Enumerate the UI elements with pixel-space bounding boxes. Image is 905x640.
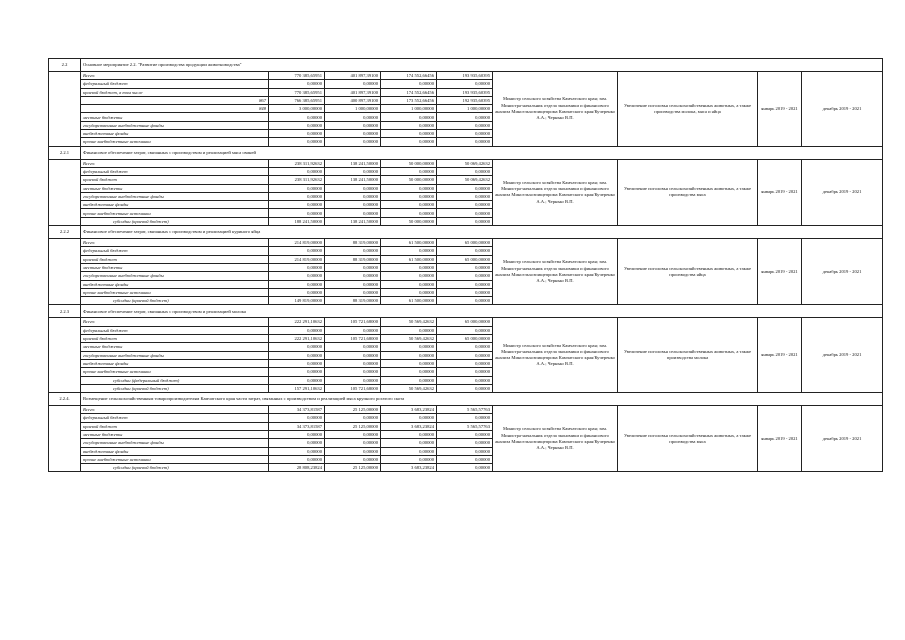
amount-cell: 61 500,00000 (381, 239, 437, 247)
amount-cell: 3 000,00000 (269, 105, 325, 113)
table-row (49, 159, 883, 167)
funding-source-label: местные бюджеты (81, 430, 269, 438)
amount-cell: 0,00000 (269, 192, 325, 200)
amount-cell: 0,00000 (325, 272, 381, 280)
amount-cell: 0,00000 (325, 430, 381, 438)
amount-cell: 0,00000 (269, 326, 325, 334)
funding-source-label: прочие внебюджетные источники (81, 288, 269, 296)
amount-cell: 65 000,00000 (437, 335, 493, 343)
amount-cell: 0,00000 (269, 439, 325, 447)
amount-cell: 0,00000 (325, 184, 381, 192)
executor-cell: Министр сельского хозяйства Камчатского края; зам. Министра-начальник отдела экономики и финансового анализа Минсельхозпищепрома Камчатского края/Кучеренко А.А.; Чернько В.П. (493, 406, 618, 472)
amount-cell: 0,00000 (269, 201, 325, 209)
amount-cell: 0,00000 (437, 414, 493, 422)
funding-source-label: 848 (81, 105, 269, 113)
section-code: 2.2 (49, 59, 81, 72)
amount-cell: 0,00000 (381, 167, 437, 175)
amount-cell: 0,00000 (437, 192, 493, 200)
table-row (49, 406, 883, 414)
amount-cell: 149 819,00000 (269, 297, 325, 305)
amount-cell: 0,00000 (269, 263, 325, 271)
funding-source-label: федеральный бюджет (81, 326, 269, 334)
budget-table-body (49, 59, 883, 472)
amount-cell: 174 552,66456 (381, 88, 437, 96)
amount-cell: 88 319,00000 (325, 255, 381, 263)
funding-source-label: внебюджетные фонды (81, 280, 269, 288)
amount-cell: 0,00000 (381, 351, 437, 359)
amount-cell: 0,00000 (437, 247, 493, 255)
amount-cell: 0,00000 (269, 280, 325, 288)
amount-cell: 0,00000 (381, 368, 437, 376)
amount-cell: 0,00000 (325, 359, 381, 367)
amount-cell: 65 000,00000 (437, 255, 493, 263)
amount-cell: 65 000,00000 (437, 239, 493, 247)
amount-cell: 238 311,92632 (269, 176, 325, 184)
amount-cell: 0,00000 (381, 121, 437, 129)
amount-cell: 0,00000 (269, 209, 325, 217)
amount-cell: 1 000,00000 (381, 105, 437, 113)
amount-cell: 0,00000 (269, 414, 325, 422)
amount-cell: 0,00000 (437, 376, 493, 384)
amount-cell: 1 000,00000 (325, 105, 381, 113)
amount-cell: 0,00000 (381, 80, 437, 88)
amount-cell: 0,00000 (325, 209, 381, 217)
amount-cell: 0,00000 (269, 121, 325, 129)
funding-source-label: прочие внебюджетные источники (81, 209, 269, 217)
amount-cell: 0,00000 (325, 414, 381, 422)
expected-result-cell: Увеличение поголовья сельскохозяйственных животных, а также производства молока, мяса и яйца (618, 72, 758, 147)
funding-source-label: федеральный бюджет (81, 414, 269, 422)
amount-cell: 0,00000 (381, 414, 437, 422)
executor-cell: Министр сельского хозяйства Камчатского края; зам. Министра-начальник отдела экономики и финансового анализа Минсельхозпищепрома Камчатского края/Кучеренко А.А.; Чернько В.П. (493, 239, 618, 305)
amount-cell: 0,00000 (269, 288, 325, 296)
amount-cell: 0,00000 (325, 351, 381, 359)
amount-cell: 3 683,23824 (381, 464, 437, 472)
section-title: Финансовое обеспечение затрат, связанных с производством и реализацией мяса свиней (81, 146, 883, 159)
amount-cell: 0,00000 (437, 384, 493, 392)
start-date-cell: январь 2019 - 2021 (758, 72, 802, 147)
index-cell-empty (49, 239, 81, 305)
amount-cell: 0,00000 (381, 430, 437, 438)
funding-source-label: прочие внебюджетные источники (81, 368, 269, 376)
funding-source-label: прочие внебюджетные источники (81, 138, 269, 146)
amount-cell: 193 935,60395 (437, 72, 493, 80)
section-title: Финансовое обеспечение затрат, связанных с производством и реализацией куриного яйца (81, 226, 883, 239)
amount-cell: 0,00000 (325, 447, 381, 455)
section-code: 2.2.2 (49, 226, 81, 239)
funding-source-label: государственные внебюджетные фонды (81, 351, 269, 359)
amount-cell: 0,00000 (269, 359, 325, 367)
amount-cell: 0,00000 (381, 343, 437, 351)
amount-cell: 0,00000 (325, 247, 381, 255)
amount-cell: 0,00000 (437, 217, 493, 225)
amount-cell: 25 125,00000 (325, 422, 381, 430)
end-date-cell: декабрь 2019 - 2021 (802, 72, 883, 147)
amount-cell: 88 319,00000 (325, 239, 381, 247)
amount-cell: 0,00000 (437, 368, 493, 376)
amount-cell: 238 311,92632 (269, 159, 325, 167)
amount-cell: 0,00000 (325, 113, 381, 121)
document-page (48, 58, 882, 472)
amount-cell: 50 000,00000 (381, 159, 437, 167)
amount-cell: 0,00000 (325, 368, 381, 376)
funding-source-label: внебюджетные фонды (81, 201, 269, 209)
amount-cell: 0,00000 (269, 130, 325, 138)
amount-cell: 0,00000 (381, 359, 437, 367)
amount-cell: 50 000,00000 (381, 176, 437, 184)
amount-cell: 222 291,10632 (269, 318, 325, 326)
funding-source-label: Всего: (81, 318, 269, 326)
funding-source-label: субсидии (краевой бюджет) (81, 297, 269, 305)
executor-cell: Министр сельского хозяйства Камчатского края; зам. Министра-начальник отдела экономики и финансового анализа Минсельхозпищепрома Камчатского края/Кучеренко А.А.; Чернько В.П. (493, 159, 618, 225)
amount-cell: 0,00000 (437, 326, 493, 334)
amount-cell: 0,00000 (437, 138, 493, 146)
start-date-cell: январь 2019 - 2021 (758, 406, 802, 472)
amount-cell: 138 241,50000 (325, 217, 381, 225)
amount-cell: 0,00000 (325, 80, 381, 88)
budget-table (48, 58, 883, 472)
section-title: Возмещение сельскохозяйственным товаропроизводителям Камчатского края части затрат, связанных с производством и реализацией мяса крупного рогатого скота (81, 393, 883, 406)
funding-source-label: субсидии (федеральный бюджет) (81, 376, 269, 384)
amount-cell: 65 000,00000 (437, 318, 493, 326)
amount-cell: 0,00000 (381, 184, 437, 192)
amount-cell: 0,00000 (437, 439, 493, 447)
amount-cell: 0,00000 (437, 288, 493, 296)
amount-cell: 50 069,42632 (437, 159, 493, 167)
amount-cell: 3 683,23824 (381, 422, 437, 430)
end-date-cell: декабрь 2019 - 2021 (802, 318, 883, 393)
funding-source-label: прочие внебюджетные источники (81, 455, 269, 463)
amount-cell: 173 552,66456 (381, 96, 437, 104)
index-cell-empty (49, 72, 81, 147)
funding-source-label: краевой бюджет (81, 176, 269, 184)
section-header-row (49, 59, 883, 72)
amount-cell: 0,00000 (269, 138, 325, 146)
amount-cell: 34 373,81587 (269, 406, 325, 414)
amount-cell: 0,00000 (269, 343, 325, 351)
amount-cell: 0,00000 (325, 192, 381, 200)
amount-cell: 174 552,66456 (381, 72, 437, 80)
table-row (49, 72, 883, 80)
amount-cell: 0,00000 (325, 121, 381, 129)
amount-cell: 401 897,39100 (325, 88, 381, 96)
amount-cell: 214 819,00000 (269, 239, 325, 247)
amount-cell: 0,00000 (437, 113, 493, 121)
amount-cell: 88 319,00000 (325, 297, 381, 305)
funding-source-label: внебюджетные фонды (81, 447, 269, 455)
amount-cell: 214 819,00000 (269, 255, 325, 263)
amount-cell: 222 291,10632 (269, 335, 325, 343)
table-row (49, 318, 883, 326)
amount-cell: 0,00000 (325, 376, 381, 384)
section-code: 2.2.4. (49, 393, 81, 406)
section-header-row (49, 146, 883, 159)
start-date-cell: январь 2019 - 2021 (758, 239, 802, 305)
amount-cell: 0,00000 (381, 272, 437, 280)
funding-source-label: федеральный бюджет (81, 247, 269, 255)
start-date-cell: январь 2019 - 2021 (758, 159, 802, 225)
funding-source-label: федеральный бюджет (81, 167, 269, 175)
end-date-cell: декабрь 2019 - 2021 (802, 159, 883, 225)
amount-cell: 0,00000 (325, 280, 381, 288)
funding-source-label: государственные внебюджетные фонды (81, 121, 269, 129)
section-title: Финансовое обеспечение затрат, связанных с производством и реализацией молока (81, 305, 883, 318)
index-cell-empty (49, 406, 81, 472)
section-header-row (49, 305, 883, 318)
funding-source-label: краевой бюджет, в том числе (81, 88, 269, 96)
amount-cell: 0,00000 (269, 455, 325, 463)
funding-source-label: местные бюджеты (81, 184, 269, 192)
amount-cell: 0,00000 (437, 201, 493, 209)
amount-cell: 25 125,00000 (325, 464, 381, 472)
amount-cell: 5 565,57763 (437, 422, 493, 430)
amount-cell: 61 500,00000 (381, 297, 437, 305)
funding-source-label: внебюджетные фонды (81, 359, 269, 367)
amount-cell: 0,00000 (325, 167, 381, 175)
amount-cell: 1 000,00000 (437, 105, 493, 113)
amount-cell: 0,00000 (437, 167, 493, 175)
section-header-row (49, 226, 883, 239)
amount-cell: 0,00000 (269, 368, 325, 376)
section-title: Основное мероприятие 2.2. "Развитие производства продукции животноводства" (81, 59, 883, 72)
amount-cell: 193 935,60395 (437, 88, 493, 96)
amount-cell: 0,00000 (381, 201, 437, 209)
amount-cell: 0,00000 (437, 430, 493, 438)
amount-cell: 0,00000 (269, 80, 325, 88)
amount-cell: 0,00000 (437, 130, 493, 138)
amount-cell: 50 569,42632 (381, 318, 437, 326)
amount-cell: 0,00000 (437, 351, 493, 359)
funding-source-label: местные бюджеты (81, 343, 269, 351)
amount-cell: 0,00000 (381, 455, 437, 463)
amount-cell: 105 721,68000 (325, 384, 381, 392)
funding-source-label: Всего: (81, 159, 269, 167)
funding-source-label: Всего: (81, 72, 269, 80)
amount-cell: 0,00000 (381, 447, 437, 455)
amount-cell: 0,00000 (381, 130, 437, 138)
executor-cell: Министр сельского хозяйства Камчатского края; зам. Министра-начальник отдела экономики и финансового анализа Минсельхозпищепрома Камчатского края/Кучеренко А.А.; Чернько В.П. (493, 72, 618, 147)
funding-source-label: 867 (81, 96, 269, 104)
funding-source-label: местные бюджеты (81, 263, 269, 271)
funding-source-label: субсидии (краевой бюджет) (81, 217, 269, 225)
amount-cell: 0,00000 (437, 80, 493, 88)
amount-cell: 28 808,23824 (269, 464, 325, 472)
funding-source-label: Всего: (81, 406, 269, 414)
index-cell-empty (49, 318, 81, 393)
amount-cell: 25 125,00000 (325, 406, 381, 414)
amount-cell: 0,00000 (269, 430, 325, 438)
amount-cell: 0,00000 (437, 343, 493, 351)
amount-cell: 0,00000 (381, 247, 437, 255)
amount-cell: 0,00000 (437, 447, 493, 455)
table-row (49, 239, 883, 247)
amount-cell: 0,00000 (269, 247, 325, 255)
amount-cell: 770 385,65951 (269, 72, 325, 80)
amount-cell: 0,00000 (381, 376, 437, 384)
amount-cell: 770 385,65951 (269, 88, 325, 96)
amount-cell: 0,00000 (325, 201, 381, 209)
funding-source-label: краевой бюджет (81, 255, 269, 263)
amount-cell: 0,00000 (269, 184, 325, 192)
amount-cell: 138 241,50000 (325, 159, 381, 167)
expected-result-cell: Увеличение поголовья сельскохозяйственных животных, а также производства молока (618, 318, 758, 393)
amount-cell: 50 569,42632 (381, 384, 437, 392)
funding-source-label: местные бюджеты (81, 113, 269, 121)
amount-cell: 0,00000 (437, 263, 493, 271)
amount-cell: 0,00000 (325, 130, 381, 138)
amount-cell: 0,00000 (269, 272, 325, 280)
end-date-cell: декабрь 2019 - 2021 (802, 239, 883, 305)
amount-cell: 0,00000 (381, 192, 437, 200)
amount-cell: 0,00000 (437, 184, 493, 192)
amount-cell: 0,00000 (437, 272, 493, 280)
amount-cell: 0,00000 (325, 138, 381, 146)
section-code: 2.2.1 (49, 146, 81, 159)
expected-result-cell: Увеличение поголовья сельскохозяйственных животных, а также производства яйца (618, 239, 758, 305)
funding-source-label: государственные внебюджетные фонды (81, 192, 269, 200)
amount-cell: 105 721,68000 (325, 318, 381, 326)
amount-cell: 105 721,68000 (325, 335, 381, 343)
amount-cell: 157 291,10632 (269, 384, 325, 392)
amount-cell: 0,00000 (269, 447, 325, 455)
amount-cell: 0,00000 (437, 280, 493, 288)
amount-cell: 3 683,23824 (381, 406, 437, 414)
funding-source-label: внебюджетные фонды (81, 130, 269, 138)
amount-cell: 0,00000 (381, 326, 437, 334)
funding-source-label: субсидии (краевой бюджет) (81, 464, 269, 472)
index-cell-empty (49, 159, 81, 225)
amount-cell: 34 373,81587 (269, 422, 325, 430)
expected-result-cell: Увеличение поголовья сельскохозяйственных животных, а также производства мяса (618, 406, 758, 472)
funding-source-label: краевой бюджет (81, 335, 269, 343)
amount-cell: 50 069,42632 (437, 176, 493, 184)
amount-cell: 0,00000 (381, 209, 437, 217)
amount-cell: 0,00000 (437, 209, 493, 217)
amount-cell: 400 897,39100 (325, 96, 381, 104)
funding-source-label: государственные внебюджетные фонды (81, 439, 269, 447)
end-date-cell: декабрь 2019 - 2021 (802, 406, 883, 472)
funding-source-label: субсидии (краевой бюджет) (81, 384, 269, 392)
amount-cell: 0,00000 (325, 263, 381, 271)
funding-source-label: Всего: (81, 239, 269, 247)
amount-cell: 0,00000 (269, 376, 325, 384)
section-code: 2.2.3 (49, 305, 81, 318)
amount-cell: 0,00000 (381, 288, 437, 296)
amount-cell: 0,00000 (437, 455, 493, 463)
amount-cell: 5 565,57763 (437, 406, 493, 414)
amount-cell: 188 241,50000 (269, 217, 325, 225)
amount-cell: 61 500,00000 (381, 255, 437, 263)
funding-source-label: федеральный бюджет (81, 80, 269, 88)
amount-cell: 0,00000 (269, 167, 325, 175)
amount-cell: 0,00000 (381, 138, 437, 146)
amount-cell: 766 385,65951 (269, 96, 325, 104)
amount-cell: 0,00000 (437, 464, 493, 472)
amount-cell: 0,00000 (381, 280, 437, 288)
executor-cell: Министр сельского хозяйства Камчатского края; зам. Министра-начальник отдела экономики и финансового анализа Минсельхозпищепрома Камчатского края/Кучеренко А.А.; Чернько В.П. (493, 318, 618, 393)
amount-cell: 0,00000 (437, 121, 493, 129)
start-date-cell: январь 2019 - 2021 (758, 318, 802, 393)
funding-source-label: государственные внебюджетные фонды (81, 272, 269, 280)
amount-cell: 0,00000 (437, 359, 493, 367)
amount-cell: 0,00000 (325, 326, 381, 334)
amount-cell: 50 000,00000 (381, 217, 437, 225)
amount-cell: 401 897,39100 (325, 72, 381, 80)
amount-cell: 50 569,42632 (381, 335, 437, 343)
amount-cell: 0,00000 (381, 439, 437, 447)
funding-source-label: краевой бюджет (81, 422, 269, 430)
amount-cell: 0,00000 (325, 288, 381, 296)
amount-cell: 192 935,60395 (437, 96, 493, 104)
amount-cell: 138 241,50000 (325, 176, 381, 184)
amount-cell: 0,00000 (325, 343, 381, 351)
section-header-row (49, 393, 883, 406)
amount-cell: 0,00000 (269, 113, 325, 121)
amount-cell: 0,00000 (381, 113, 437, 121)
expected-result-cell: Увеличение поголовья сельскохозяйственных животных, а также производства мяса (618, 159, 758, 225)
amount-cell: 0,00000 (325, 439, 381, 447)
amount-cell: 0,00000 (325, 455, 381, 463)
amount-cell: 0,00000 (437, 297, 493, 305)
amount-cell: 0,00000 (381, 263, 437, 271)
amount-cell: 0,00000 (269, 351, 325, 359)
